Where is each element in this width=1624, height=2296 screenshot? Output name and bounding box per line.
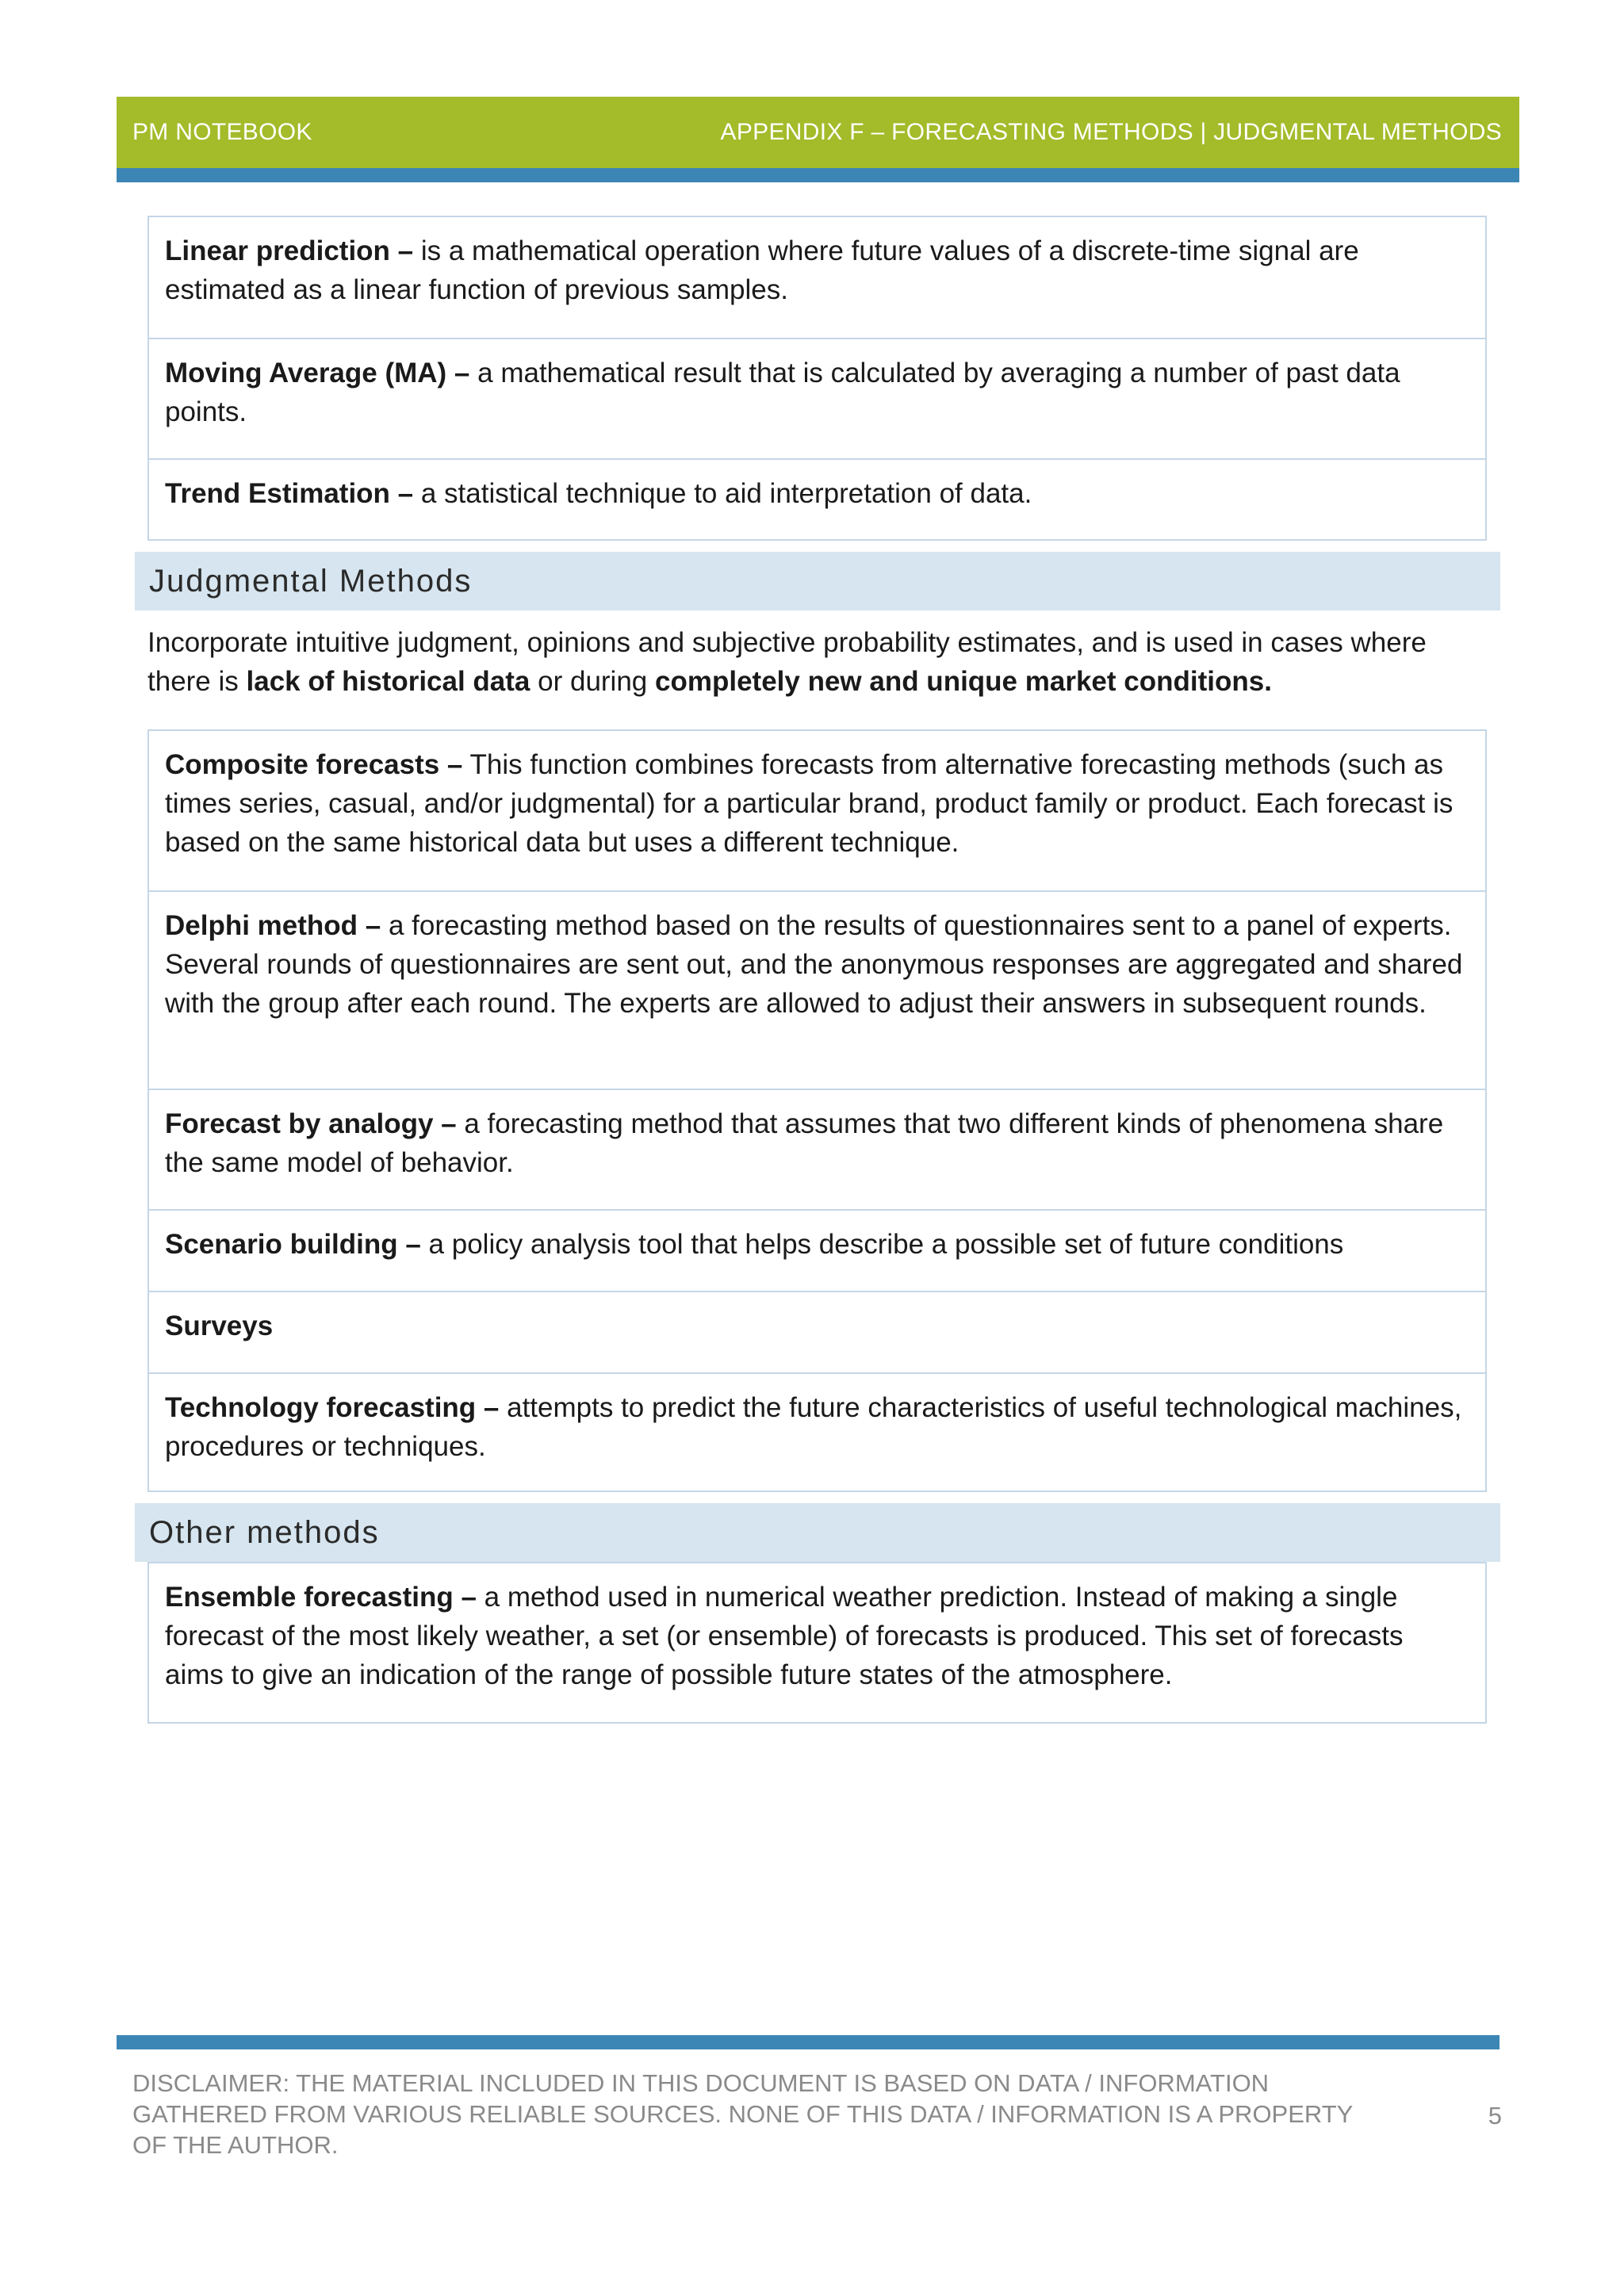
table-row	[149, 1372, 1485, 1490]
section-intro	[147, 623, 1496, 701]
term: Moving Average (MA) –	[165, 358, 470, 388]
intro-emphasis: lack of historical data	[246, 666, 530, 697]
term: Forecast by analogy –	[165, 1108, 457, 1139]
section-heading-other: Other methods	[135, 1503, 1500, 1562]
definition: a method used in numerical weather prediction. Instead of making a single forecast of the most likely weather, a set (or ensemble) of forecasts is produced. This set of forecasts aims to give an indication of the range of possible future states of the atmosphere.	[165, 1582, 1404, 1690]
definition: a mathematical result that is calculated by averaging a number of past data points.	[165, 358, 1400, 427]
table-row	[149, 338, 1485, 458]
term: Trend Estimation –	[165, 478, 414, 509]
definition: attempts to predict the future characteristics of useful technological machines, procedures or techniques.	[165, 1392, 1462, 1462]
definition: is a mathematical operation where future values of a discrete-time signal are estimated as a linear function of previous samples.	[165, 235, 1359, 305]
definition: a forecasting method that assumes that two different kinds of phenomena share the same model of behavior.	[165, 1108, 1444, 1178]
intro-emphasis: completely new and unique market conditions.	[655, 666, 1272, 697]
definitions-table-other	[147, 1562, 1487, 1724]
footer-disclaimer: DISCLAIMER: THE MATERIAL INCLUDED IN THIS DOCUMENT IS BASED ON DATA / INFORMATION GATHERED FROM VARIOUS RELIABLE SOURCES. NONE OF THIS DATA / INFORMATION IS A PROPERTY OF THE AUTHOR.	[132, 2069, 1353, 2159]
table-row	[149, 731, 1485, 890]
definition: a forecasting method based on the results of questionnaires sent to a panel of experts. Several rounds of questionnaires are sent out, and the anonymous responses are aggregated and shared with the group after each round. The experts are allowed to adjust their answers in subsequent rounds.	[165, 910, 1463, 1019]
definition: This function combines forecasts from alternative forecasting methods (such as times series, casual, and/or judgmental) for a particular brand, product family or product. Each forecast is based on the same historical data but uses a different technique.	[165, 749, 1454, 858]
term: Composite forecasts –	[165, 749, 463, 780]
definition: a policy analysis tool that helps describe a possible set of future conditions	[420, 1229, 1344, 1260]
term: Linear prediction –	[165, 235, 414, 266]
header-divider	[117, 168, 1519, 182]
table-row	[149, 1089, 1485, 1209]
definition: a statistical technique to aid interpretation of data.	[413, 478, 1032, 509]
term: Scenario building –	[165, 1229, 421, 1260]
term: Technology forecasting –	[165, 1392, 500, 1423]
term: Delphi method –	[165, 910, 381, 941]
table-row	[149, 217, 1485, 338]
table-row	[149, 890, 1485, 1089]
table-row	[149, 1209, 1485, 1291]
intro-text: Incorporate intuitive judgment, opinions and subjective probability estimates, and is used in cases where there is	[147, 627, 1427, 697]
table-row	[149, 1291, 1485, 1372]
section-heading-judgmental: Judgmental Methods	[135, 552, 1500, 610]
definitions-table-judgmental	[147, 729, 1487, 1492]
intro-text: or during	[530, 666, 655, 697]
term: Ensemble forecasting –	[165, 1582, 477, 1613]
header-section: APPENDIX F – FORECASTING METHODS | JUDGMENTAL METHODS	[720, 119, 1502, 145]
definitions-table-top	[147, 216, 1487, 541]
footer-divider	[117, 2035, 1500, 2049]
term: Surveys	[165, 1311, 274, 1341]
page-number: 5	[1488, 2102, 1502, 2130]
table-row	[149, 458, 1485, 539]
table-row	[149, 1563, 1485, 1722]
header-title: PM NOTEBOOK	[132, 119, 312, 145]
